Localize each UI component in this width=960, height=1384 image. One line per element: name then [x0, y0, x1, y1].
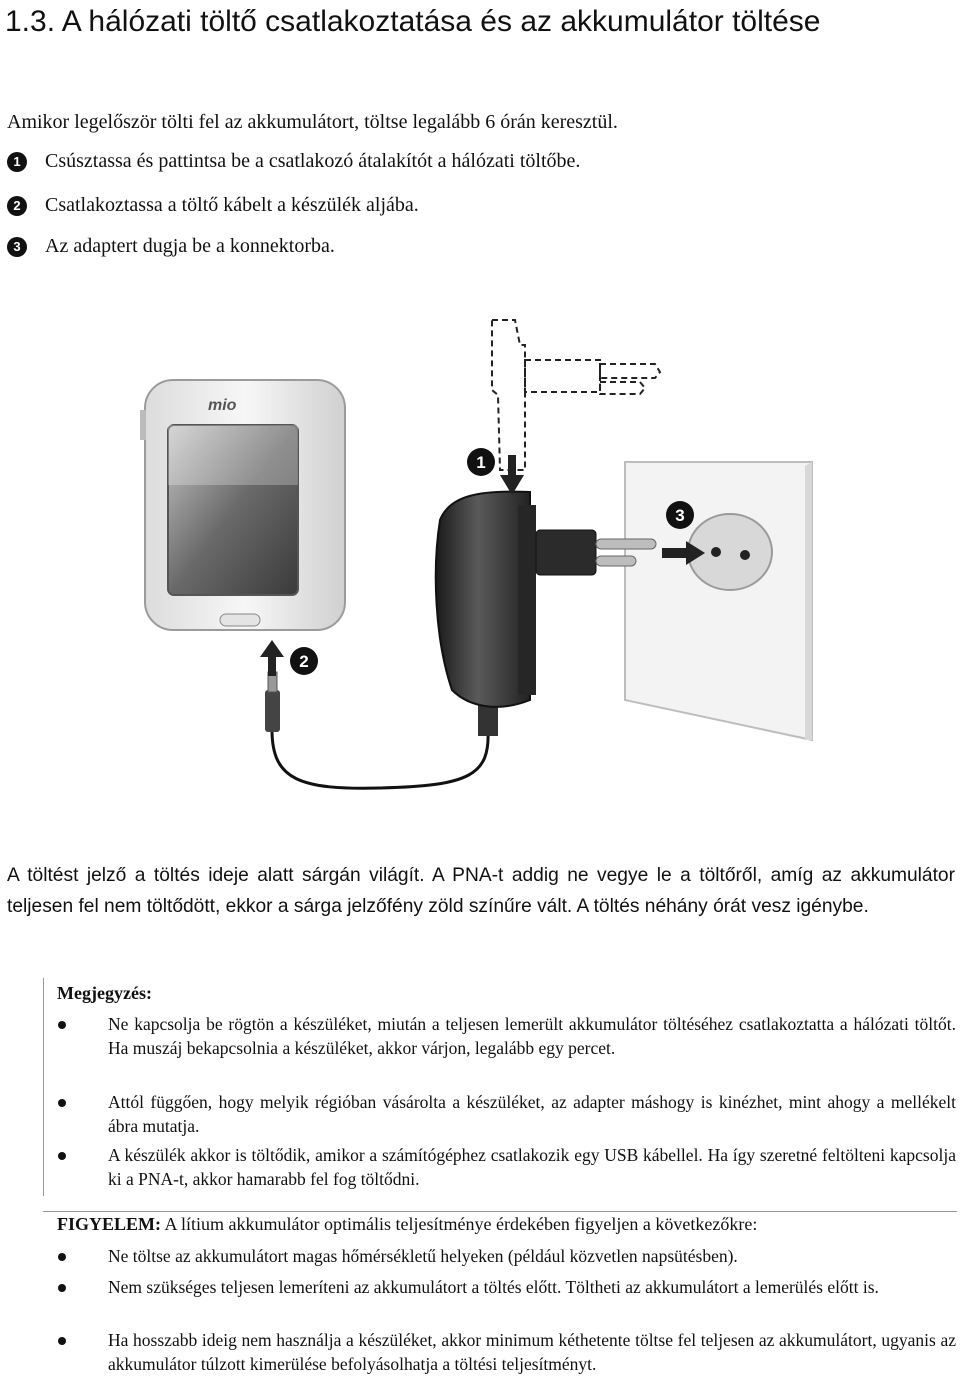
note-item-text: A készülék akkor is töltődik, amikor a számítógéphez csatlakozik egy USB kábellel. Ha így szeretné feltölteni kapcsolja ki a PNA-t, akkor hamarabb fel fog töltődni. — [108, 1145, 956, 1189]
plug-adapter-outline — [492, 320, 660, 470]
note-item-text: Ne kapcsolja be rögtön a készüléket, miután a teljesen lemerült akkumulátor töltéséhez csatlakoztatta a hálózati töltőt. Ha muszáj bekapcsolnia a készüléket, akkor várjon, legalább egy percet. — [108, 1014, 956, 1058]
step-number-1: 1 — [7, 152, 27, 172]
step-1-text: Csúsztassa és pattintsa be a csatlakozó átalakítót a hálózati töltőbe. — [45, 150, 581, 172]
warning-item-text: Ne töltse az akkumulátort magas hőmérsékletű helyeken (például közvetlen napsütésben). — [108, 1246, 738, 1266]
warning-text: A lítium akkumulátor optimális teljesítménye érdekében figyeljen a következőkre: — [161, 1214, 758, 1234]
charging-info-paragraph: A töltést jelző a töltés ideje alatt sárgán világít. A PNA-t addig ne vegye le a töltőről, amíg az akkumulátor teljesen fel nem töltődött, ekkor a sárga jelzőfény zöld színűre vált. A töltés néhány órát vesz igénybe. — [7, 865, 955, 917]
step-number-3: 3 — [7, 237, 27, 257]
warning-item — [108, 1328, 956, 1376]
callout-1 — [467, 448, 495, 476]
callout-2-label: 2 — [299, 652, 309, 671]
bullet-icon — [58, 1337, 66, 1345]
wall-socket — [625, 462, 812, 740]
pna-device — [140, 380, 345, 630]
note-item — [108, 1090, 956, 1138]
note-heading: Megjegyzés: — [57, 983, 152, 1003]
intro-text: Amikor legelőször tölti fel az akkumulátort, töltse legalább 6 órán keresztül. — [7, 111, 618, 133]
callout-3 — [666, 501, 694, 529]
warning-item-text: Nem szükséges teljesen lemeríteni az akkumulátort a töltés előtt. Töltheti az akkumulátort a lemerülés előtt is. — [108, 1277, 879, 1297]
note-item-text: Attól függően, hogy melyik régióban vásárolta a készüléket, az adapter máshogy is kinézhet, mint ahogy a mellékelt ábra mutatja. — [108, 1092, 956, 1136]
warning-item — [108, 1275, 956, 1299]
step-2-text: Csatlakoztassa a töltő kábelt a készülék aljába. — [45, 194, 419, 216]
bullet-icon — [58, 1152, 66, 1160]
note-item — [108, 1143, 956, 1191]
warning-item-text: Ha hosszabb ideig nem használja a készüléket, akkor minimum kéthetente töltse fel teljesen az akkumulátort, ugyanis az akkumulátor túlzott kimerülése befolyásolhatja a töltési teljesítményt. — [108, 1330, 956, 1374]
callout-1-label: 1 — [476, 453, 486, 472]
bullet-icon — [58, 1099, 66, 1107]
bullet-icon — [58, 1253, 66, 1261]
arrow-up-icon — [260, 640, 284, 676]
bullet-icon — [58, 1284, 66, 1292]
section-title: 1.3. A hálózati töltő csatlakoztatása és az akkumulátor töltése — [5, 5, 821, 38]
warning-label: FIGYELEM: — [57, 1214, 162, 1234]
note-item — [108, 1012, 956, 1060]
bullet-icon — [58, 1021, 66, 1029]
callout-3-label: 3 — [675, 506, 685, 525]
step-number-2: 2 — [7, 196, 27, 216]
device-logo: mio — [208, 397, 237, 414]
step-3-text: Az adaptert dugja be a konnektorba. — [45, 235, 335, 257]
arrow-down-icon — [500, 455, 524, 495]
warning-divider — [43, 1211, 957, 1212]
warning-item — [108, 1244, 956, 1268]
power-adapter — [436, 492, 656, 707]
warning-heading — [57, 1214, 757, 1235]
callout-2 — [290, 647, 318, 675]
